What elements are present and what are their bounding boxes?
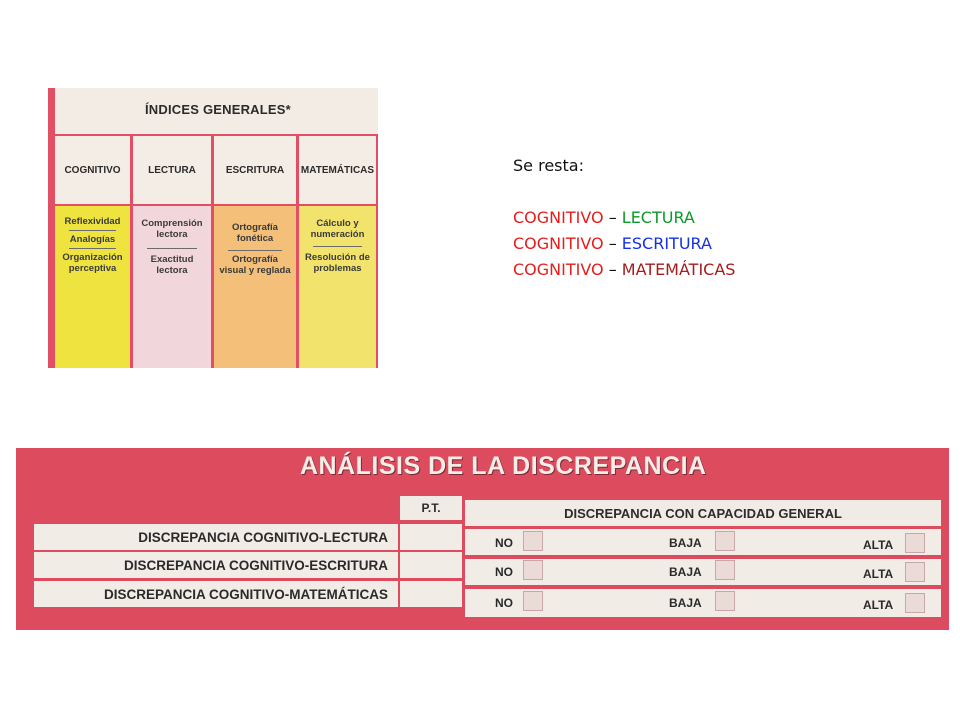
pt-cell (400, 524, 462, 550)
indices-generales-image (48, 88, 378, 368)
index-item: Resolución de problemas (305, 252, 370, 274)
checkbox-alta[interactable] (905, 533, 925, 553)
checkbox-alta[interactable] (905, 593, 925, 613)
index-item: Exactitud lectora (150, 254, 194, 276)
column-lectura (133, 136, 211, 368)
discrepancy-row-label: DISCREPANCIA COGNITIVO-ESCRITURA (34, 552, 398, 578)
column-body (133, 206, 211, 368)
column-escritura (214, 136, 296, 368)
resta-right: ESCRITURA (621, 234, 712, 253)
checkbox-alta[interactable] (905, 562, 925, 582)
divider (147, 248, 197, 249)
column-body (214, 206, 296, 368)
resta-dash: – (603, 208, 622, 227)
resta-left: COGNITIVO (513, 208, 604, 227)
divider (228, 250, 282, 251)
pt-cell (400, 581, 462, 607)
divider (313, 246, 362, 247)
options-cell (465, 529, 941, 555)
resta-right: MATEMÁTICAS (621, 260, 736, 279)
index-item: Ortografía visual y reglada (219, 254, 291, 276)
pt-cell (400, 552, 462, 578)
resta-left: COGNITIVO (513, 234, 604, 253)
index-item: Cálculo y numeración (310, 218, 365, 240)
column-header: ESCRITURA (214, 136, 296, 204)
column-body (55, 206, 130, 368)
option-baja-label: BAJA (669, 536, 702, 550)
column-header: LECTURA (133, 136, 211, 204)
column-header: COGNITIVO (55, 136, 130, 204)
option-baja-label: BAJA (669, 596, 702, 610)
divider (69, 230, 116, 231)
option-no-label: NO (495, 596, 513, 610)
option-alta-label: ALTA (863, 538, 894, 552)
pt-header: P.T. (400, 496, 462, 520)
indices-title-row (55, 88, 378, 134)
resta-heading: Se resta: (513, 156, 584, 175)
checkbox-no[interactable] (523, 560, 543, 580)
option-no-label: NO (495, 536, 513, 550)
options-cell (465, 559, 941, 585)
discrepancia-title: ANÁLISIS DE LA DISCREPANCIA (300, 452, 707, 480)
column-cognitivo (55, 136, 130, 368)
options-cell (465, 589, 941, 617)
index-item: Comprensión lectora (141, 218, 203, 240)
column-header: MATEMÁTICAS (299, 136, 376, 204)
index-item: Analogías (69, 234, 116, 245)
option-no-label: NO (495, 565, 513, 579)
column-body (299, 206, 376, 368)
indices-title: ÍNDICES GENERALES* (145, 102, 291, 117)
divider (69, 248, 116, 249)
discrepancy-row-label: DISCREPANCIA COGNITIVO-MATEMÁTICAS (34, 581, 398, 607)
option-alta-label: ALTA (863, 598, 894, 612)
resta-dash: – (603, 234, 622, 253)
checkbox-baja[interactable] (715, 591, 735, 611)
index-item: Organización perceptiva (62, 252, 123, 274)
option-baja-label: BAJA (669, 565, 702, 579)
column-matematicas (299, 136, 376, 368)
discrepancy-row-label: DISCREPANCIA COGNITIVO-LECTURA (34, 524, 398, 550)
resta-right: LECTURA (621, 208, 695, 227)
capacidad-header: DISCREPANCIA CON CAPACIDAD GENERAL (465, 500, 941, 526)
checkbox-baja[interactable] (715, 560, 735, 580)
analisis-discrepancia-image (16, 448, 949, 630)
resta-dash: – (603, 260, 622, 279)
index-item: Ortografía fonética (232, 222, 278, 244)
resta-text-block (513, 153, 735, 283)
checkbox-no[interactable] (523, 531, 543, 551)
checkbox-baja[interactable] (715, 531, 735, 551)
option-alta-label: ALTA (863, 567, 894, 581)
checkbox-no[interactable] (523, 591, 543, 611)
resta-left: COGNITIVO (513, 260, 604, 279)
index-item: Reflexividad (64, 216, 121, 227)
resta-line (513, 257, 735, 283)
resta-line (513, 205, 735, 231)
resta-line (513, 231, 735, 257)
